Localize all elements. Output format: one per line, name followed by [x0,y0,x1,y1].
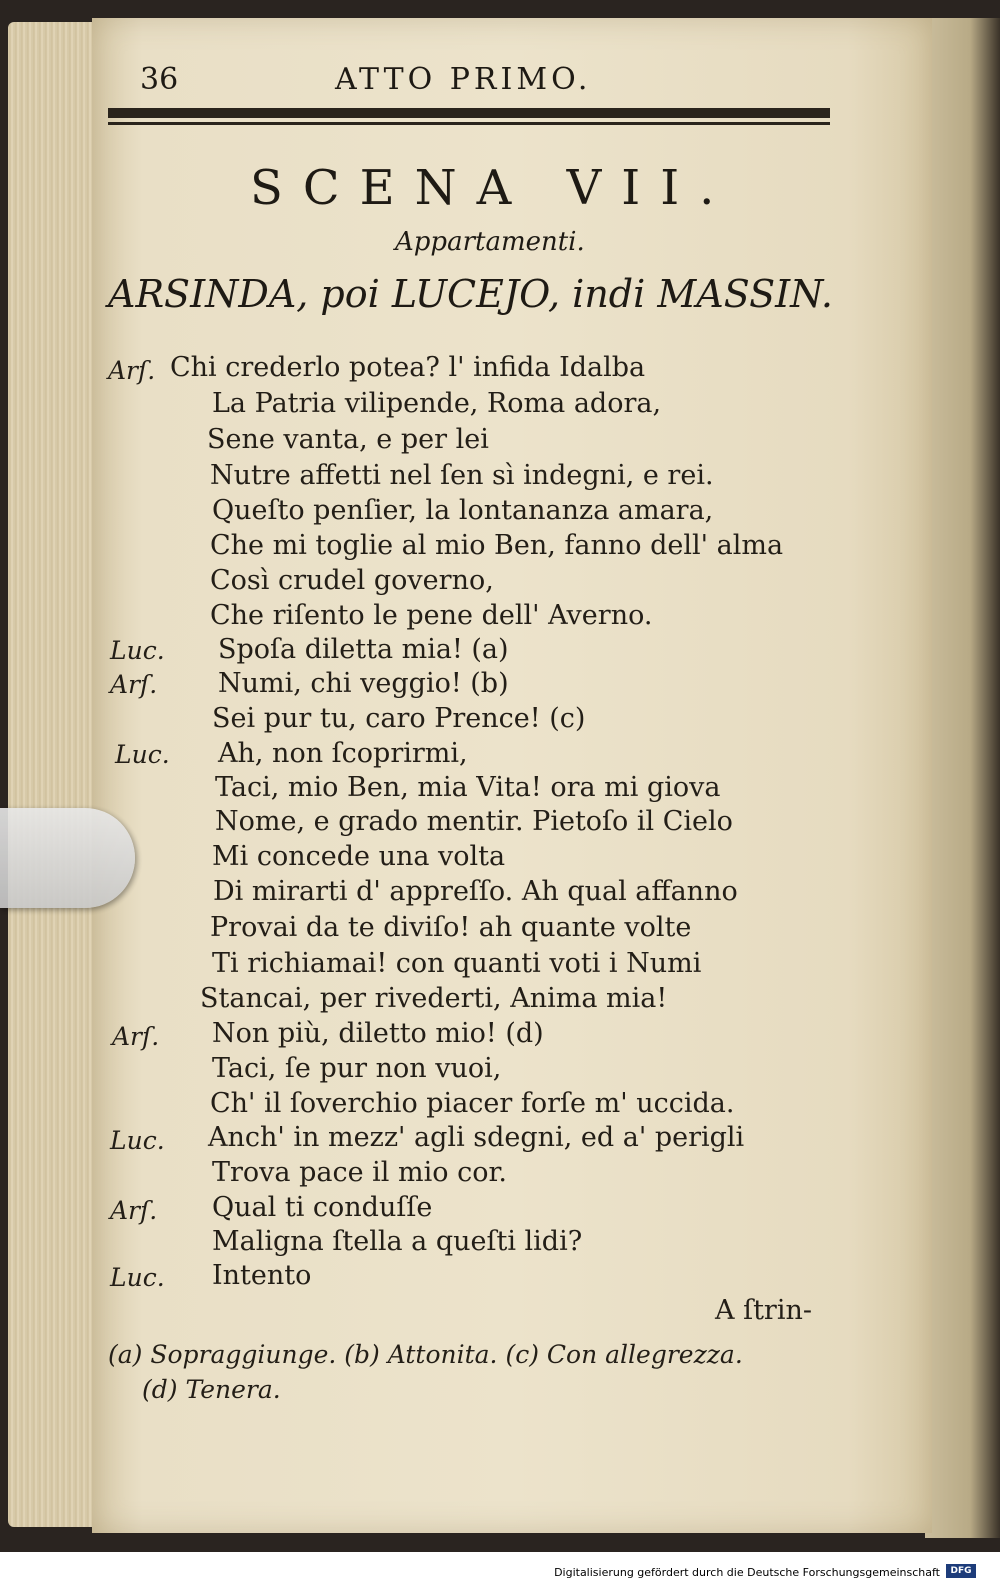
verse-line: Che mi toglie al mio Ben, fanno dell' alma [210,530,784,561]
digitization-footer [0,1552,1000,1593]
verse-line: Qual ti conduſſe [212,1192,433,1223]
verse-line: Ah, non ſcoprirmi, [218,738,468,769]
scene-characters: ARSINDA, poi LUCEJO, indi MASSIN. [108,272,834,316]
speaker-label: Luc. [115,740,170,769]
dfg-logo: DFG [946,1564,976,1578]
scene-setting: Appartamenti. [395,227,585,257]
footnotes-row-1: (a) Sopraggiunge. (b) Attonita. (c) Con allegrezza. [108,1340,743,1369]
verse-line: Intento [212,1260,312,1291]
verse-line: Taci, ſe pur non vuoi, [212,1053,502,1084]
speaker-label: Luc. [110,1263,165,1292]
verse-line: Non più, diletto mio! (d) [212,1018,544,1049]
header-rule-thin [108,122,830,125]
verse-line: Sei pur tu, caro Prence! (c) [212,703,586,734]
verse-line: Provai da te diviſo! ah quante volte [210,912,692,943]
verse-line: Sene vanta, e per lei [207,424,489,455]
verse-line: Così crudel governo, [210,565,494,596]
speaker-label: Arſ. [110,670,158,699]
verse-line: La Patria vilipende, Roma adora, [212,388,662,419]
verse-line: Stancai, per rivederti, Anima mia! [200,983,668,1014]
running-header [140,62,840,102]
verse-line: Che riſento le pene dell' Averno. [210,600,653,631]
facing-page-edge [925,18,1000,1538]
verse-line: Numi, chi veggio! (b) [218,668,509,699]
page-clip [0,808,135,908]
verse-line: Chi crederlo potea? l' infida Idalba [170,352,646,383]
running-title: ATTO PRIMO. [335,62,592,97]
verse-line: Trova pace il mio cor. [212,1157,507,1188]
header-rule-thick [108,108,830,118]
verse-line: Spoſa diletta mia! (a) [218,634,509,665]
catchword: A ſtrin- [715,1295,812,1326]
verse-line: Ti richiamai! con quanti voti i Numi [212,948,702,979]
speaker-label: Arſ. [112,1022,160,1051]
verse-line: Nutre affetti nel ſen sì indegni, e rei. [210,460,714,491]
verse-line: Di mirarti d' appreſſo. Ah qual affanno [213,876,738,907]
verse-line: Maligna ſtella a queſti lidi? [212,1226,583,1257]
verse-line: Anch' in mezz' agli sdegni, ed a' perigli [208,1122,745,1153]
speaker-label: Arſ. [110,1196,158,1225]
speaker-label: Luc. [110,1126,165,1155]
digitization-credit: Digitalisierung gefördert durch die Deutsche Forschungsgemeinschaft [554,1566,940,1579]
footnotes-row-2: (d) Tenera. [142,1375,281,1404]
speaker-label: Luc. [110,636,165,665]
speaker-label: Arſ. [108,356,156,385]
verse-line: Queſto penſier, la lontananza amara, [212,495,714,526]
verse-line: Nome, e grado mentir. Pietoſo il Cielo [215,806,733,837]
verse-line: Mi concede una volta [212,841,506,872]
scene-title: SCENA VII. [250,160,735,216]
page-number: 36 [140,62,179,97]
verse-line: Ch' il ſoverchio piacer forſe m' uccida. [210,1088,735,1119]
verse-line: Taci, mio Ben, mia Vita! ora mi giova [215,772,721,803]
